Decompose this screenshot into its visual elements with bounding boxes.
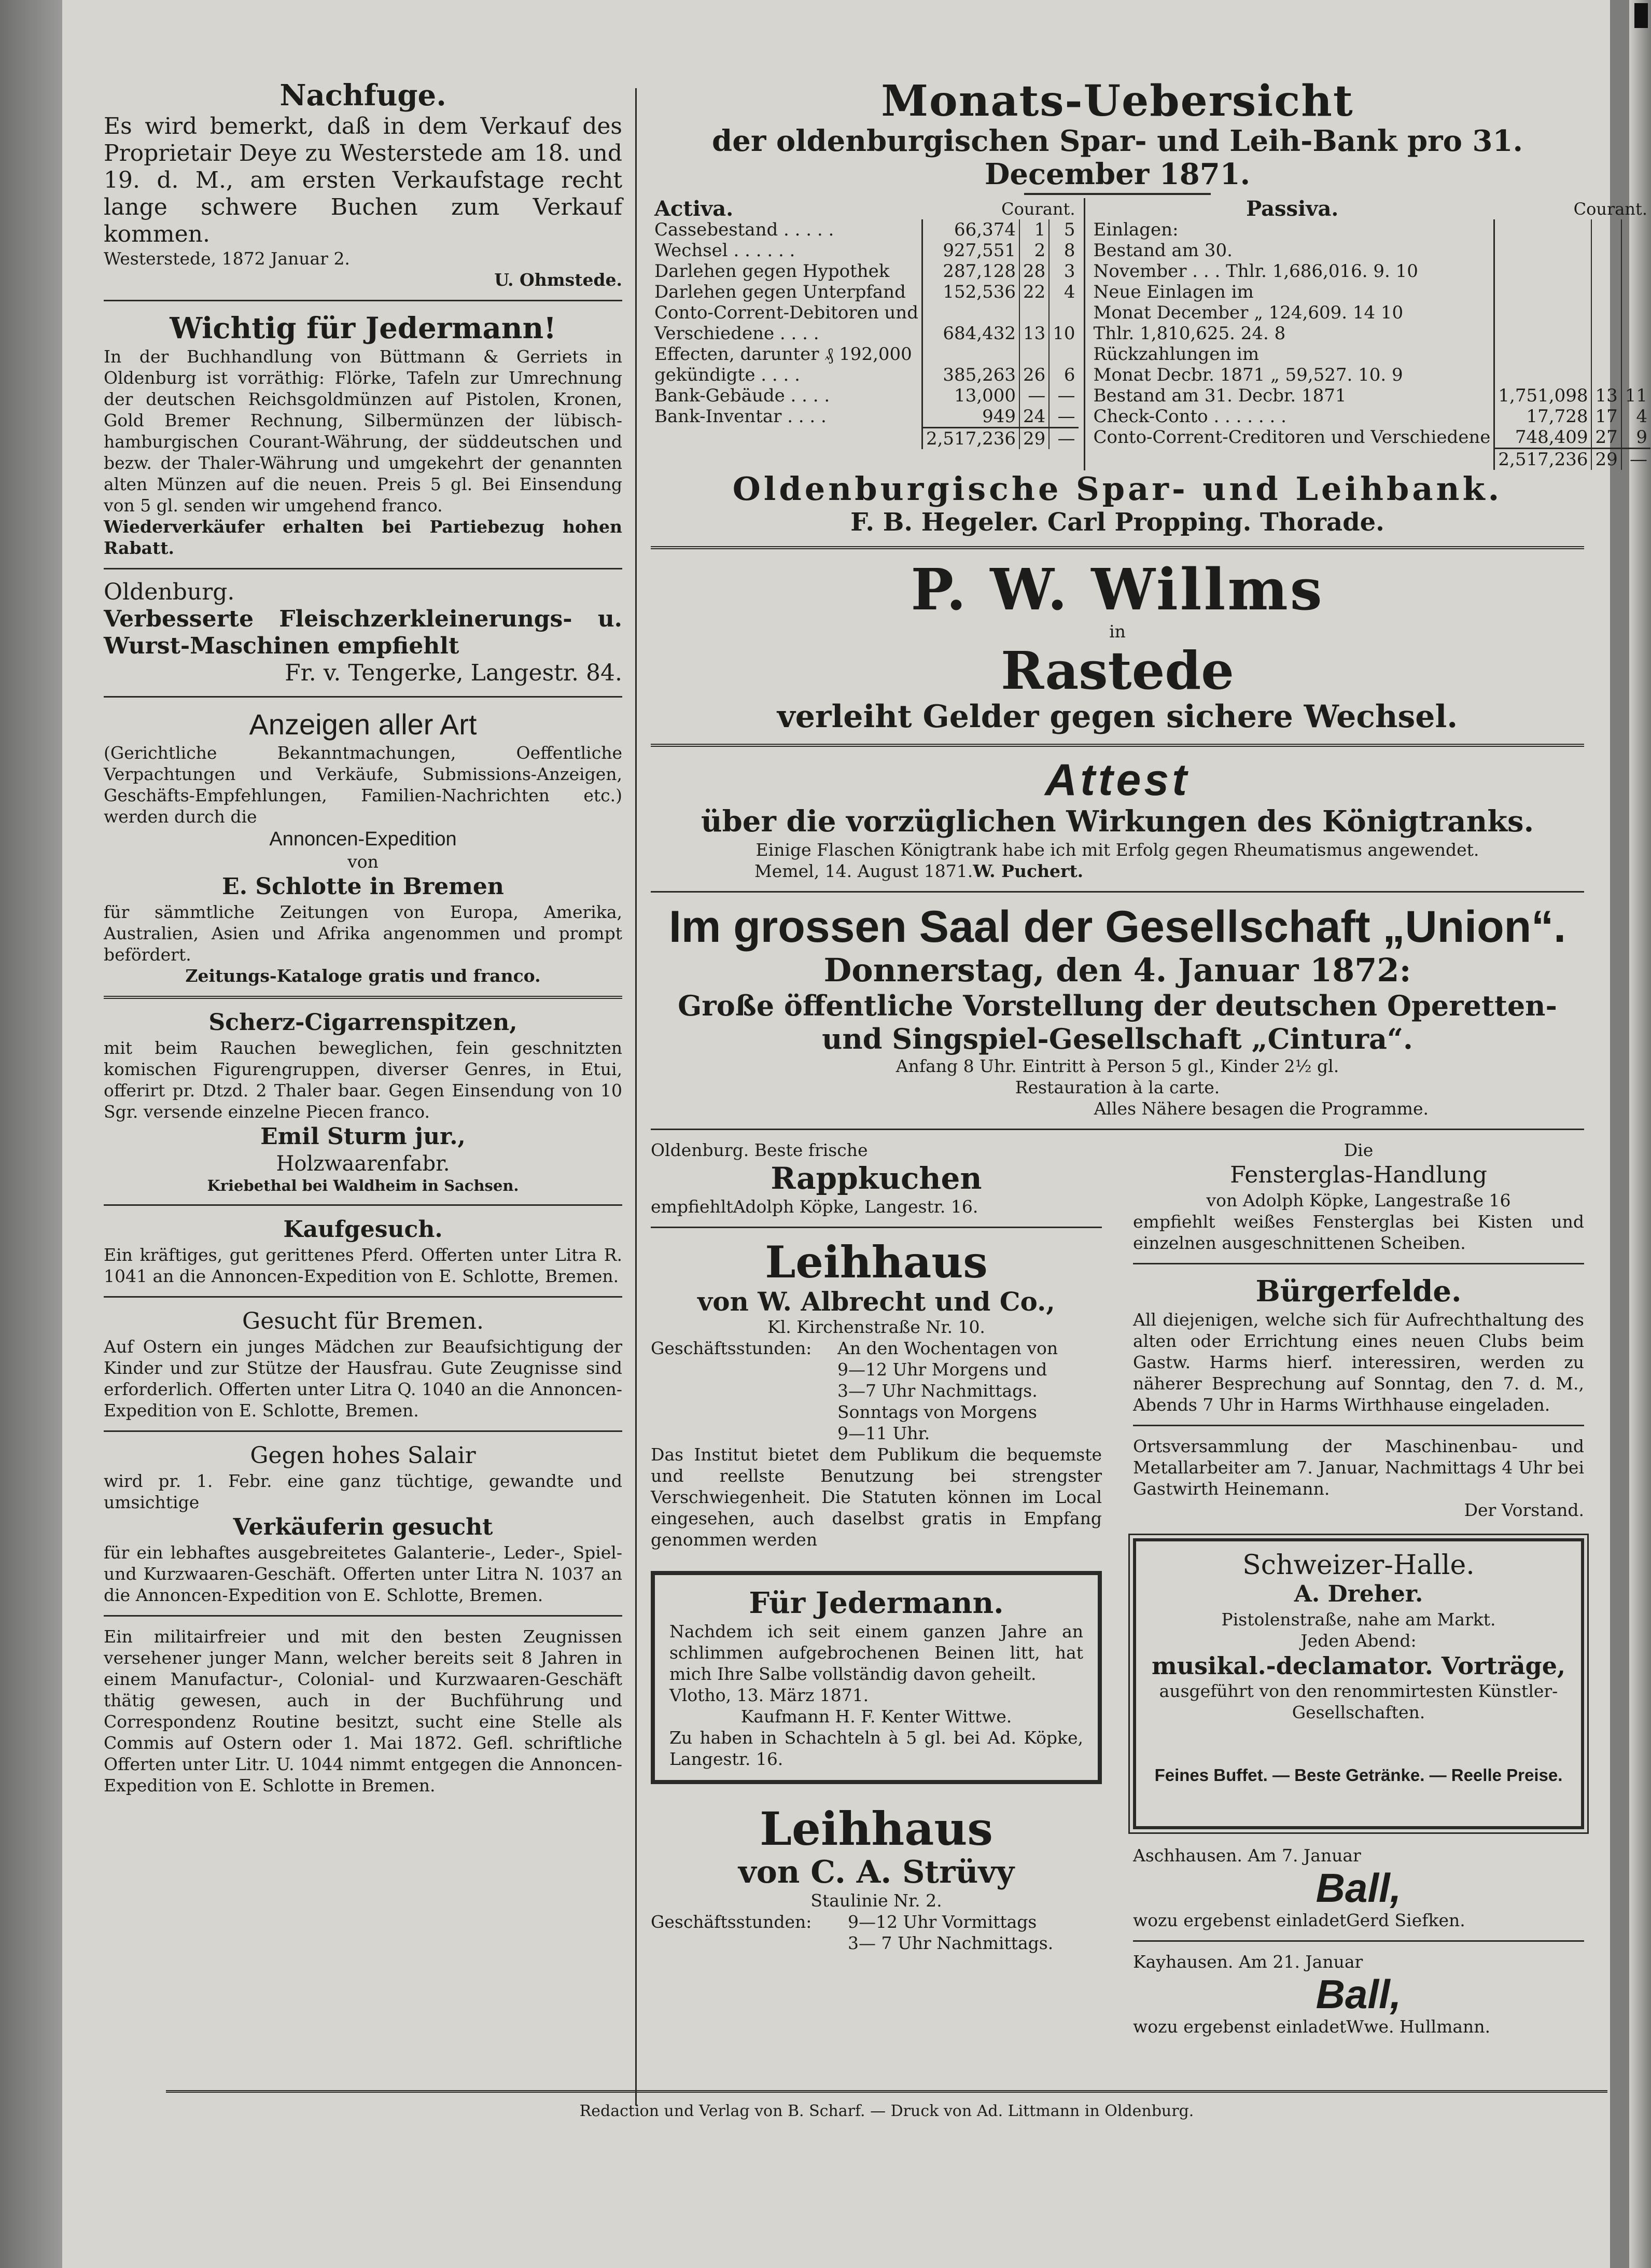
passiva-total-gr: 29 — [1591, 449, 1621, 470]
divider — [104, 568, 622, 569]
willms-place: Rastede — [1001, 640, 1234, 701]
jedermann-title: Für Jedermann. — [749, 1586, 1004, 1620]
passiva-row — [1090, 385, 1650, 406]
activa-cell-label: Bank-Gebäude . . . . — [654, 385, 830, 406]
activa-row — [651, 365, 1079, 385]
leihhaus1-hour: 9—11 Uhr. — [837, 1423, 930, 1443]
activa-total-pf: — — [1049, 428, 1078, 450]
nachfuge-place-date: Westerstede, 1872 Januar 2. — [104, 248, 350, 269]
activa-cell-a: 152,536 — [922, 282, 1019, 302]
rappkuchen-title: Rappkuchen — [771, 1161, 982, 1196]
activa-cell-label: gekündigte . . . . — [654, 365, 800, 385]
salair-text2: für ein lebhaftes ausgebreitetes Galanterie-, Leder-, Spiel- und Kurzwaaren-Geschäft. Offerten unter Litra N. 1037 an die Annoncen-Expedition von E. Schlotte, Bremen. — [104, 1542, 622, 1605]
passiva-row — [1090, 344, 1650, 365]
commis-text: Ein militairfreier und mit den besten Zeugnissen versehener junger Mann, welcher bereits seit 8 Jahren in einem Manufactur-, Colonial- und Kurzwaaren-Geschäft thätig gewesen, auch in der Buchführung und Correspondenz Routine besitzt, sucht eine Stelle als Commis auf Ostern oder 1. Mai 1872. Gefl. schriftliche Offerten unter Litr. U. 1044 nimmt entgegen die Annoncen-Expedition von E. Schlotte in Bremen. — [104, 1626, 622, 1796]
passiva-cell-label: Neue Einlagen im — [1093, 282, 1254, 302]
column-divider — [635, 88, 637, 2106]
divider — [651, 744, 1584, 747]
activa-cell-b — [1019, 302, 1049, 323]
passiva-cell-b — [1591, 365, 1621, 385]
passiva-cell-label: Bestand am 30. — [1093, 240, 1233, 261]
rappkuchen-signature: Adolph Köpke, Langestr. 16. — [733, 1196, 978, 1217]
ball2-line: wozu ergebenst einladet — [1133, 2016, 1347, 2037]
right-column — [651, 76, 1647, 2042]
ball2-place: Kayhausen. Am 21. Januar — [1133, 1952, 1363, 1972]
nachfuge-title: Nachfuge. — [279, 78, 446, 113]
rappkuchen-line1: Oldenburg. Beste frische — [651, 1140, 868, 1160]
wichtig-title: Wichtig für Jedermann! — [170, 311, 556, 345]
leihhaus2-firm: von C. A. Strüvy — [738, 1854, 1015, 1890]
leihhaus1-hour: 9—12 Uhr Morgens und — [837, 1359, 1047, 1380]
passiva-cell-a — [1494, 365, 1592, 385]
passiva-cell-b — [1591, 240, 1621, 261]
bank-overview — [651, 76, 1647, 537]
leihhaus2-hours-list — [848, 1911, 1102, 1954]
passiva-cell-a: 748,409 — [1494, 427, 1592, 449]
passiva-cell-b — [1591, 261, 1621, 282]
activa-cell-label: Bank-Inventar . . . . — [654, 406, 827, 427]
passiva-cell-a — [1494, 344, 1592, 365]
activa-row — [651, 323, 1079, 344]
passiva-cell-a — [1494, 240, 1592, 261]
attest-place: Memel, 14. August 1871. — [754, 861, 973, 881]
buergerfelde-text: All diejenigen, welche sich für Aufrechthaltung des alten oder Errichtung eines neuen Clubs beim Gastw. Harms hierf. interessiren, werden zu näherer Besprechung auf Sonntag, den 7. d. M., Abends 7 Uhr in Harms Wirthhause eingeladen. — [1133, 1310, 1584, 1415]
activa-cell-b: — — [1019, 385, 1049, 406]
ad-jedermann — [651, 1571, 1102, 1784]
buergerfelde-title: Bürgerfelde. — [1255, 1274, 1462, 1309]
jedermann-text: Nachdem ich seit einem ganzen Jahre an schlimmen aufgebrochenen Beinen litt, hat mich Ihre Salbe vollständig davon geheilt. — [669, 1621, 1083, 1684]
divider — [1133, 1263, 1584, 1264]
ad-buergerfelde — [1133, 1274, 1584, 1415]
leihhaus1-address: Kl. Kirchenstraße Nr. 10. — [767, 1317, 985, 1337]
ortsversammlung-vorstand: Der Vorstand. — [1464, 1500, 1584, 1520]
leihhaus1-hours-list — [837, 1338, 1102, 1444]
kaufgesuch-text: Ein kräftiges, gut gerittenes Pferd. Offerten unter Litra R. 1041 an die Annoncen-Expedition von E. Schlotte, Bremen. — [104, 1245, 622, 1286]
attest-sub: über die vorzüglichen Wirkungen des Königtranks. — [701, 804, 1534, 839]
union-info: Anfang 8 Uhr. Eintritt à Person 5 gl., Kinder 2½ gl. — [896, 1056, 1339, 1076]
schweizer-owner: A. Dreher. — [1294, 1581, 1423, 1607]
passiva-cell-label: Conto-Corrent-Creditoren und Verschiedene — [1093, 427, 1491, 448]
ball2-signature: Wwe. Hullmann. — [1346, 2016, 1491, 2037]
ad-nachfuge — [104, 78, 622, 290]
passiva-cell-a: 1,751,098 — [1494, 385, 1592, 406]
activa-cell-a: 287,128 — [922, 261, 1019, 282]
leihhaus1-firm: von W. Albrecht und Co., — [697, 1286, 1055, 1317]
attest-signature: W. Puchert. — [973, 861, 1084, 881]
salair-title: Gegen hohes Salair — [250, 1442, 476, 1469]
leihhaus1-hour: Sonntags von Morgens — [837, 1402, 1037, 1422]
divider — [104, 696, 622, 698]
divider — [651, 1227, 1102, 1228]
activa-cell-a — [922, 302, 1019, 323]
leihhaus1-hours — [651, 1338, 1102, 1444]
activa-cell-a: 927,551 — [922, 240, 1019, 261]
passiva-cell-b — [1591, 323, 1621, 344]
ad-gesucht — [104, 1307, 622, 1421]
activa-cell-c: — — [1049, 406, 1078, 428]
activa-cell-c: 5 — [1049, 219, 1078, 240]
passiva-cell-b — [1591, 219, 1621, 240]
activa-row — [651, 385, 1079, 406]
activa-cell-a: 949 — [922, 406, 1019, 428]
leihhaus2-hour: 9—12 Uhr Vormittags — [848, 1912, 1037, 1932]
leihhaus1-hours-label: Geschäftsstunden: — [651, 1338, 812, 1358]
activa-rows — [651, 219, 1079, 428]
ad-fensterglas — [1133, 1139, 1584, 1254]
nachfuge-text: Es wird bemerkt, daß in dem Verkauf des Proprietair Deye zu Westerstede am 18. und 19. d. M., am ersten Verkaufstage recht lange schwere Buchen zum Verkauf kommen. — [104, 113, 622, 247]
union-programme: Alles Nähere besagen die Programme. — [1094, 1098, 1429, 1119]
schweizer-title: Schweizer-Halle. — [1242, 1550, 1475, 1581]
leihhaus2-hours — [651, 1911, 1102, 1954]
right-lower-left — [651, 1139, 1102, 2042]
passiva-cell-c — [1621, 240, 1650, 261]
ad-union — [651, 902, 1584, 1119]
passiva-row — [1090, 365, 1650, 385]
schweizer-address: Pistolenstraße, nahe am Markt. — [1221, 1609, 1496, 1630]
jedermann-text2: Zu haben in Schachteln à 5 gl. bei Ad. Köpke, Langestr. 16. — [669, 1728, 1083, 1769]
leihhaus1-title: Leihhaus — [765, 1236, 988, 1288]
fenster-line: von Adolph Köpke, Langestraße 16 — [1206, 1190, 1511, 1210]
passiva-cell-c: 4 — [1621, 406, 1650, 427]
ad-anzeigen — [104, 707, 622, 986]
ball2-title: Ball, — [1316, 1971, 1402, 2017]
ball1-footer — [1133, 1910, 1584, 1931]
attest-title: Attest — [1045, 755, 1190, 805]
passiva-cell-a — [1494, 261, 1592, 282]
leihhaus2-hour: 3— 7 Uhr Nachmittags. — [848, 1933, 1054, 1953]
rappkuchen-footer — [651, 1196, 1102, 1217]
divider — [651, 1129, 1584, 1130]
passiva-courant: Courant. — [1573, 199, 1647, 219]
ad-salair — [104, 1441, 622, 1606]
passiva-cell-a — [1494, 219, 1592, 240]
ad-commis — [104, 1626, 622, 1796]
anzeigen-title: Anzeigen aller Art — [249, 708, 477, 741]
activa-cell-label: Darlehen gegen Unterpfand — [654, 282, 906, 302]
passiva-rows — [1090, 219, 1650, 449]
divider — [1133, 1940, 1584, 1942]
passiva-cell-label: Monat Decbr. 1871 „ 59,527. 10. 9 — [1093, 365, 1403, 385]
passiva-total-row — [1090, 449, 1650, 470]
activa-cell-b: 24 — [1019, 406, 1049, 428]
passiva-cell-c: 11 — [1621, 385, 1650, 406]
scherz-title: Scherz-Cigarrenspitzen, — [208, 1009, 517, 1036]
scan-marker — [1634, 3, 1648, 28]
passiva-cell-b: 17 — [1591, 406, 1621, 427]
passiva-row — [1090, 261, 1650, 282]
activa-cell-c: — — [1049, 385, 1078, 406]
willms-text: verleiht Gelder gegen sichere Wechsel. — [777, 699, 1458, 735]
ad-ortsversammlung — [1133, 1436, 1584, 1521]
ball1-signature: Gerd Siefken. — [1346, 1910, 1465, 1930]
ad-willms — [651, 556, 1584, 735]
activa-row — [651, 261, 1079, 282]
ad-wichtig — [104, 311, 622, 559]
imprint-footer: Redaction und Verlag von B. Scharf. — Druck von Ad. Littmann in Oldenburg. — [166, 2090, 1607, 2120]
divider — [1133, 1425, 1584, 1426]
anzeigen-firm: E. Schlotte in Bremen — [222, 873, 504, 900]
leihhaus1-hour: An den Wochentagen von — [837, 1338, 1058, 1358]
schweizer-abend: Jeden Abend: — [1300, 1631, 1417, 1651]
activa-cell-c: 3 — [1049, 261, 1078, 282]
activa-cell-label: Verschiedene . . . . — [654, 323, 819, 344]
leihhaus2-title: Leihhaus — [760, 1802, 993, 1856]
bank-subtitle-rule — [1024, 193, 1211, 195]
divider — [104, 1296, 622, 1298]
passiva-total-thlr: 2,517,236 — [1494, 449, 1592, 470]
passiva-cell-a: 17,728 — [1494, 406, 1592, 427]
union-text: Große öffentliche Vorstellung der deutschen Operetten- und Singspiel-Gesellschaft „Cintura“. — [678, 989, 1557, 1055]
passiva-cell-b: 13 — [1591, 385, 1621, 406]
kaufgesuch-title: Kaufgesuch. — [283, 1216, 443, 1243]
passiva-cell-c — [1621, 282, 1650, 302]
scherz-signature-2: Holzwaarenfabr. — [276, 1152, 450, 1176]
passiva-row — [1090, 219, 1650, 240]
ad-leihhaus-struevy — [651, 1803, 1102, 1954]
passiva-total-pf: — — [1621, 449, 1650, 470]
passiva-side — [1084, 198, 1651, 470]
leihhaus2-address: Staulinie Nr. 2. — [810, 1890, 942, 1911]
activa-cell-c: 4 — [1049, 282, 1078, 302]
attest-text: Einige Flaschen Königtrank habe ich mit Erfolg gegen Rheumatismus angewendet. — [755, 840, 1479, 860]
divider — [104, 1430, 622, 1432]
activa-total-thlr: 2,517,236 — [922, 428, 1019, 450]
passiva-cell-c: 9 — [1621, 427, 1650, 449]
binding-strip — [0, 0, 62, 2268]
passiva-cell-c — [1621, 302, 1650, 323]
activa-courant: Courant. — [1001, 199, 1075, 219]
ball1-title: Ball, — [1316, 1865, 1402, 1911]
passiva-cell-a — [1494, 282, 1592, 302]
ad-kaufgesuch — [104, 1215, 622, 1287]
fenster-title: Fensterglas-Handlung — [1230, 1162, 1487, 1188]
activa-label: Activa. — [654, 197, 734, 221]
fenster-die: Die — [1344, 1140, 1374, 1160]
anzeigen-expedition: Annoncen-Expedition — [269, 828, 457, 850]
activa-cell-b: 2 — [1019, 240, 1049, 261]
ortsversammlung-text: Ortsversammlung der Maschinenbau- und Metallarbeiter am 7. Januar, Nachmittags 4 Uhr bei Gastwirth Heinemann. — [1133, 1436, 1584, 1499]
willms-in: in — [1109, 621, 1126, 642]
passiva-row — [1090, 323, 1650, 344]
bank-title: Monats-Uebersicht — [881, 76, 1354, 126]
leihhaus2-hours-label: Geschäftsstunden: — [651, 1912, 812, 1932]
ad-schweizer-halle — [1133, 1538, 1584, 1829]
union-date: Donnerstag, den 4. Januar 1872: — [823, 951, 1411, 989]
activa-row — [651, 282, 1079, 302]
salair-title2: Verkäuferin gesucht — [233, 1514, 493, 1540]
passiva-row — [1090, 282, 1650, 302]
union-title: Im grossen Saal der Gesellschaft „Union“. — [668, 902, 1566, 952]
wichtig-rabatt: Wiederverkäufer erhalten bei Partiebezug hohen Rabatt. — [104, 517, 622, 558]
passiva-row — [1090, 427, 1650, 449]
activa-row — [651, 344, 1079, 365]
ad-leihhaus-albrecht — [651, 1237, 1102, 1550]
activa-cell-label: Conto-Corrent-Debitoren und — [654, 302, 918, 323]
activa-cell-a: 13,000 — [922, 385, 1019, 406]
fleisch-text: Verbesserte Fleischzerkleinerungs- u. Wurst-Maschinen empfiehlt — [104, 606, 622, 659]
salair-text1: wird pr. 1. Febr. eine ganz tüchtige, gewandte und umsichtige — [104, 1471, 622, 1512]
divider — [651, 546, 1584, 549]
bank-subtitle: der oldenburgischen Spar- und Leih-Bank pro 31. December 1871. — [712, 124, 1523, 191]
activa-cell-label: Wechsel . . . . . . — [654, 240, 795, 261]
wichtig-text: In der Buchhandlung von Büttmann & Gerriets in Oldenburg ist vorräthig: Flörke, Tafeln zur Umrechnung der deutschen Reichsgoldmünzen auf Pistolen, Kronen, Gold Bremer Rechnung, Silbermünzen der lübisch-hamburgischen Courant-Währung, der süddeutschen und bezw. der Thaler-Währung und umgekehrt der genannten alten Münzen auf die neuen. Preis 5 gl. Bei Einsendung von 5 gl. senden wir umgehend franco. — [104, 346, 622, 516]
activa-cell-a: 385,263 — [922, 365, 1019, 385]
divider — [651, 891, 1584, 893]
passiva-cell-c — [1621, 344, 1650, 365]
gesucht-text: Auf Ostern ein junges Mädchen zur Beaufsichtigung der Kinder und zur Stütze der Hausfrau. Gute Zeugnisse sind erforderlich. Offerten unter Litra Q. 1040 an die Annoncen-Expedition von E. Schlotte, Bremen. — [104, 1337, 622, 1421]
activa-cell-label: Darlehen gegen Hypothek — [654, 261, 890, 282]
passiva-cell-label: Thlr. 1,810,625. 24. 8 — [1093, 323, 1286, 344]
activa-row — [651, 219, 1079, 240]
divider — [104, 300, 622, 301]
activa-cell-label: Cassebestand . . . . . — [654, 219, 834, 240]
passiva-row — [1090, 302, 1650, 323]
bank-footer-name: Oldenburgische Spar- und Leihbank. — [732, 470, 1503, 508]
ball1-place: Aschhausen. Am 7. Januar — [1133, 1845, 1361, 1866]
activa-cell-c: 10 — [1049, 323, 1078, 344]
scherz-signature: Emil Sturm jur., — [260, 1123, 466, 1150]
passiva-cell-c — [1621, 219, 1650, 240]
rappkuchen-line2: empfiehlt — [651, 1196, 733, 1217]
leihhaus1-hour: 3—7 Uhr Nachmittags. — [837, 1381, 1038, 1401]
nachfuge-signature: U. Ohmstede. — [494, 270, 622, 290]
leihhaus1-text: Das Institut bietet dem Publikum die bequemste und reellste Benutzung bei strengster Verschwiegenheit. Die Statuten können im Local eingesehen, auch daselbst gratis in Empfang genommen werden — [651, 1444, 1102, 1550]
schweizer-programme-2: ausgeführt von den renommirtesten Künstler-Gesellschaften. — [1159, 1681, 1558, 1722]
activa-row — [651, 302, 1079, 323]
passiva-table — [1090, 199, 1650, 470]
ad-ball-kayhausen — [1133, 1951, 1584, 2037]
activa-cell-c — [1049, 302, 1078, 323]
fleisch-signature: Fr. v. Tengerke, Langestr. 84. — [285, 660, 622, 686]
activa-cell-a: 684,432 — [922, 323, 1019, 344]
passiva-cell-c — [1621, 261, 1650, 282]
passiva-cell-b — [1591, 302, 1621, 323]
passiva-cell-label: Check-Conto . . . . . . . — [1093, 406, 1286, 427]
passiva-cell-label: Bestand am 31. Decbr. 1871 — [1093, 385, 1347, 406]
activa-cell-b: 22 — [1019, 282, 1049, 302]
scherz-signature-3: Kriebethal bei Waldheim in Sachsen. — [207, 1177, 519, 1194]
passiva-cell-a — [1494, 323, 1592, 344]
activa-cell-c — [1049, 344, 1078, 365]
right-lower-right — [1133, 1139, 1584, 2042]
ad-scherz — [104, 1008, 622, 1195]
activa-cell-b — [1019, 344, 1049, 365]
activa-side — [651, 198, 1084, 470]
activa-cell-a — [922, 344, 1019, 365]
scherz-text: mit beim Rauchen beweglichen, fein geschnitzten komischen Figurengruppen, diverser Genres, in Etui, offerirt pr. Dtzd. 2 Thaler baar. Gegen Einsendung von 10 Sgr. versende einzelne Piecen franco. — [104, 1038, 622, 1122]
passiva-cell-b: 27 — [1591, 427, 1621, 449]
activa-row — [651, 240, 1079, 261]
activa-row — [651, 406, 1079, 428]
right-lower — [651, 1139, 1584, 2042]
activa-cell-c: 6 — [1049, 365, 1078, 385]
ad-attest — [651, 756, 1584, 882]
passiva-cell-label: Einlagen: — [1093, 219, 1179, 240]
jedermann-place: Vlotho, 13. März 1871. — [669, 1685, 869, 1705]
jedermann-signature: Kaufmann H. F. Kenter Wittwe. — [740, 1706, 1012, 1727]
passiva-cell-label: Rückzahlungen im — [1093, 344, 1260, 365]
passiva-cell-b — [1591, 282, 1621, 302]
passiva-cell-a — [1494, 302, 1592, 323]
passiva-row — [1090, 240, 1650, 261]
ad-rappkuchen — [651, 1139, 1102, 1217]
divider — [104, 1615, 622, 1617]
willms-name: P. W. Willms — [911, 556, 1324, 623]
ball2-footer — [1133, 2016, 1584, 2037]
activa-table — [651, 199, 1079, 449]
passiva-cell-c — [1621, 323, 1650, 344]
gesucht-title: Gesucht für Bremen. — [242, 1308, 484, 1334]
activa-total-row — [651, 428, 1079, 450]
fleisch-place: Oldenburg. — [104, 579, 235, 605]
schweizer-buffet: Feines Buffet. — Beste Getränke. — Reelle Preise. — [1154, 1765, 1563, 1785]
anzeigen-von: von — [347, 852, 379, 872]
union-restauration: Restauration à la carte. — [1015, 1077, 1220, 1097]
activa-cell-b: 13 — [1019, 323, 1049, 344]
bank-footer-signatures: F. B. Hegeler. Carl Propping. Thorade. — [850, 508, 1384, 537]
passiva-cell-label: November . . . Thlr. 1,686,016. 9. 10 — [1093, 261, 1418, 282]
ad-ball-aschhausen — [1133, 1845, 1584, 1931]
passiva-cell-b — [1591, 344, 1621, 365]
passiva-cell-label: Monat December „ 124,609. 14 10 — [1093, 302, 1404, 323]
activa-cell-b: 26 — [1019, 365, 1049, 385]
passiva-label: Passiva. — [1246, 197, 1339, 221]
passiva-row — [1090, 406, 1650, 427]
activa-cell-b: 1 — [1019, 219, 1049, 240]
fenster-text: empfiehlt weißes Fensterglas bei Kisten und einzelnen ausgeschnittenen Scheiben. — [1133, 1212, 1584, 1253]
activa-cell-b: 28 — [1019, 261, 1049, 282]
activa-total-gr: 29 — [1019, 428, 1049, 450]
activa-cell-c: 8 — [1049, 240, 1078, 261]
anzeigen-text: (Gerichtliche Bekanntmachungen, Oeffentliche Verpachtungen und Verkäufe, Submissions-Anzeigen, Geschäfts-Empfehlungen, Familien-Nachrichten etc.) werden durch die — [104, 743, 622, 827]
left-column — [104, 78, 622, 1801]
activa-cell-a: 66,374 — [922, 219, 1019, 240]
attest-footer — [651, 860, 1584, 882]
schweizer-programme: musikal.-declamator. Vorträge, — [1151, 1652, 1566, 1680]
divider — [104, 996, 622, 999]
bank-balance — [651, 198, 1651, 470]
divider — [104, 1204, 622, 1206]
anzeigen-text2: für sämmtliche Zeitungen von Europa, Amerika, Australien, Asien und Afrika angenommen und prompt befördert. — [104, 902, 622, 965]
anzeigen-kataloge: Zeitungs-Kataloge gratis und franco. — [185, 966, 541, 986]
ad-fleisch — [104, 579, 622, 687]
ball1-line: wozu ergebenst einladet — [1133, 1910, 1347, 1930]
passiva-cell-c — [1621, 365, 1650, 385]
activa-cell-label: Effecten, darunter ₰ 192,000 — [654, 344, 912, 365]
